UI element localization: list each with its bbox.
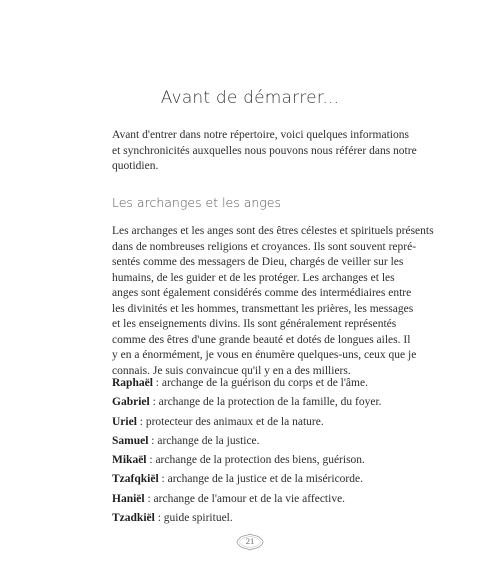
intro-line: et synchronicités auxquelles nous pouvons nous référer dans notre	[112, 144, 417, 157]
body-paragraph	[112, 224, 434, 379]
list-item	[112, 393, 412, 412]
archangel-name: Tzadkiël	[112, 512, 155, 525]
list-item	[112, 413, 412, 432]
page-number-badge	[236, 533, 264, 551]
archangel-name: Uriel	[112, 415, 137, 428]
archangel-description: : archange de la justice et de la miséricorde.	[158, 473, 363, 486]
archangel-name: Raphaël	[112, 377, 153, 389]
body-line: connais. Je suis convaincue qu'il y en a des milliers.	[112, 364, 351, 377]
page-title: Avant de démarrer...	[160, 88, 340, 108]
archangel-description: : guide spirituel.	[154, 512, 233, 525]
archangel-name: Mikaël	[112, 454, 147, 467]
page-number: 21	[245, 536, 255, 546]
body-line: comme des êtres d'une grande beauté et dotés de longues ailes. Il	[112, 333, 411, 346]
body-line: sentés comme des messagers de Dieu, chargés de veiller sur les	[112, 256, 404, 268]
list-item	[112, 509, 412, 528]
archangel-name: Samuel	[112, 434, 149, 447]
body-line: les divinités et les hommes, transmettant les prières, les messages	[112, 302, 414, 315]
archangel-description: : archange de la protection de la famille, du foyer.	[149, 396, 382, 409]
archangel-name: Tzafqkiël	[112, 473, 159, 486]
body-line: Les archanges et les anges sont des êtres célestes et spirituels présents	[112, 225, 434, 237]
list-item	[112, 490, 412, 509]
list-item	[112, 451, 412, 470]
archangel-description: : archange de l'amour et de la vie affective.	[144, 492, 346, 505]
archangel-list	[112, 374, 412, 528]
body-line: et les enseignements divins. Ils sont généralement représentés	[112, 318, 397, 330]
body-line: dans de nombreuses religions et croyances. Ils sont souvent repré-	[112, 240, 417, 253]
intro-line: Avant d'entrer dans notre répertoire, voici quelques informations	[112, 129, 409, 141]
intro-line: quotidien.	[112, 160, 159, 172]
archangel-description: : archange de la protection des biens, guérison.	[146, 454, 365, 467]
archangel-description: : archange de la justice.	[148, 434, 260, 447]
intro-paragraph	[112, 128, 417, 175]
body-line: anges sont également considérés comme des intermédiaires entre	[112, 287, 412, 299]
list-item	[112, 470, 412, 489]
archangel-name: Gabriel	[112, 396, 150, 409]
archangel-name: Haniël	[112, 492, 145, 505]
list-item	[112, 374, 412, 393]
body-line: y en a énormément, je vous en énumère quelques-uns, ceux que je	[112, 349, 417, 361]
archangel-description: : archange de la guérison du corps et de l'âme.	[152, 377, 368, 389]
body-line: humains, de les guider et de les protéger. Les archanges et les	[112, 271, 395, 284]
list-item	[112, 432, 412, 451]
section-heading: Les archanges et les anges	[112, 195, 282, 210]
archangel-description: : protecteur des animaux et de la nature.	[136, 415, 324, 428]
